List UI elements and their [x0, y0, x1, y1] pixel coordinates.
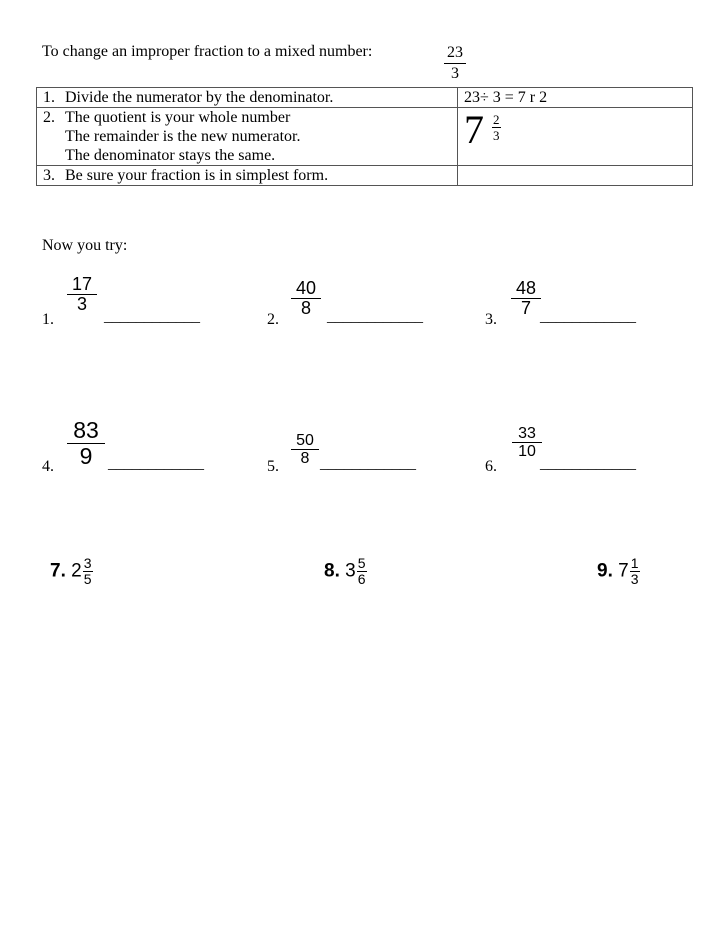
- problem-5-answer-blank[interactable]: ____________: [320, 455, 416, 472]
- problem-5-numerator: 50: [291, 432, 319, 450]
- step-row-1: [37, 88, 693, 108]
- problem-9-number: 9.: [597, 560, 613, 582]
- problem-9-numerator: 1: [630, 555, 639, 571]
- problem-1-denominator: 3: [76, 294, 87, 314]
- problem-1-number: 1.: [42, 311, 54, 328]
- problem-7: [50, 556, 93, 587]
- problem-3-denominator: 7: [520, 298, 531, 318]
- problem-7-fraction: [83, 556, 93, 587]
- example-whole-number: 7: [464, 107, 484, 152]
- step-3-example: [458, 166, 693, 186]
- problem-5-fraction: [291, 432, 319, 467]
- problem-9-fraction: [630, 556, 640, 587]
- problem-4-denominator: 9: [79, 443, 93, 469]
- problem-1-numerator: 17: [67, 275, 97, 295]
- step-2-text-line-2: The remainder is the new numerator.: [65, 128, 301, 145]
- step-3-number: 3.: [43, 167, 55, 184]
- problem-7-denominator: 5: [83, 571, 92, 587]
- problem-3-numerator: 48: [511, 279, 541, 299]
- problem-4-fraction: [67, 418, 105, 469]
- step-row-3: [37, 166, 693, 186]
- step-2-cell: [37, 108, 458, 166]
- intro-text: To change an improper fraction to a mixed number:: [42, 43, 373, 60]
- problem-7-number: 7.: [50, 560, 66, 582]
- problem-2-number: 2.: [267, 311, 279, 328]
- step-1-example: 23÷ 3 = 7 r 2: [458, 88, 693, 108]
- problem-3-number: 3.: [485, 311, 497, 328]
- example-fraction: [492, 112, 501, 143]
- problem-3-answer-blank[interactable]: ____________: [540, 308, 636, 325]
- problem-8-denominator: 6: [357, 571, 366, 587]
- try-heading: Now you try:: [42, 237, 128, 254]
- step-1-cell: [37, 88, 458, 108]
- problem-2-denominator: 8: [300, 298, 311, 318]
- problem-2-answer-blank[interactable]: ____________: [327, 308, 423, 325]
- problem-6-numerator: 33: [512, 425, 542, 443]
- step-2-number: 2.: [43, 109, 55, 126]
- problem-2-numerator: 40: [291, 279, 321, 299]
- step-2-text-line-3: The denominator stays the same.: [65, 147, 276, 164]
- problem-2-fraction: [291, 279, 321, 318]
- problem-6-denominator: 10: [518, 443, 536, 460]
- intro-example-numerator: 23: [444, 43, 466, 64]
- problem-6-number: 6.: [485, 458, 497, 475]
- problem-4-answer-blank[interactable]: ____________: [108, 455, 204, 472]
- problem-9: [597, 556, 640, 587]
- step-2-text-line-1: The quotient is your whole number: [65, 109, 291, 126]
- problem-4-numerator: 83: [67, 418, 105, 444]
- steps-table: [36, 87, 693, 186]
- problem-8-fraction: [357, 556, 367, 587]
- problem-6-fraction: [512, 425, 542, 460]
- problem-1-answer-blank[interactable]: ____________: [104, 308, 200, 325]
- problem-4-number: 4.: [42, 458, 54, 475]
- intro-example-fraction: [444, 43, 466, 84]
- problem-3-fraction: [511, 279, 541, 318]
- step-1-text: Divide the numerator by the denominator.: [65, 89, 334, 106]
- problem-6-answer-blank[interactable]: ____________: [540, 455, 636, 472]
- step-row-2: [37, 108, 693, 166]
- step-3-cell: [37, 166, 458, 186]
- problem-9-whole: 7: [618, 560, 629, 582]
- step-1-number: 1.: [43, 89, 55, 106]
- step-3-text: Be sure your fraction is in simplest form.: [65, 167, 329, 184]
- step-2-example: [458, 108, 693, 166]
- problem-7-numerator: 3: [83, 555, 92, 571]
- example-fraction-numerator: 2: [493, 112, 500, 127]
- problem-5-denominator: 8: [300, 450, 310, 467]
- intro-example-denominator: 3: [451, 65, 459, 82]
- problem-9-denominator: 3: [630, 571, 639, 587]
- example-fraction-denominator: 3: [493, 128, 500, 143]
- problem-5-number: 5.: [267, 458, 279, 475]
- problem-7-whole: 2: [71, 560, 82, 582]
- problem-8-number: 8.: [324, 560, 340, 582]
- problem-1-fraction: [67, 275, 97, 314]
- problem-8: [324, 556, 367, 587]
- problem-8-numerator: 5: [357, 555, 366, 571]
- problem-8-whole: 3: [345, 560, 356, 582]
